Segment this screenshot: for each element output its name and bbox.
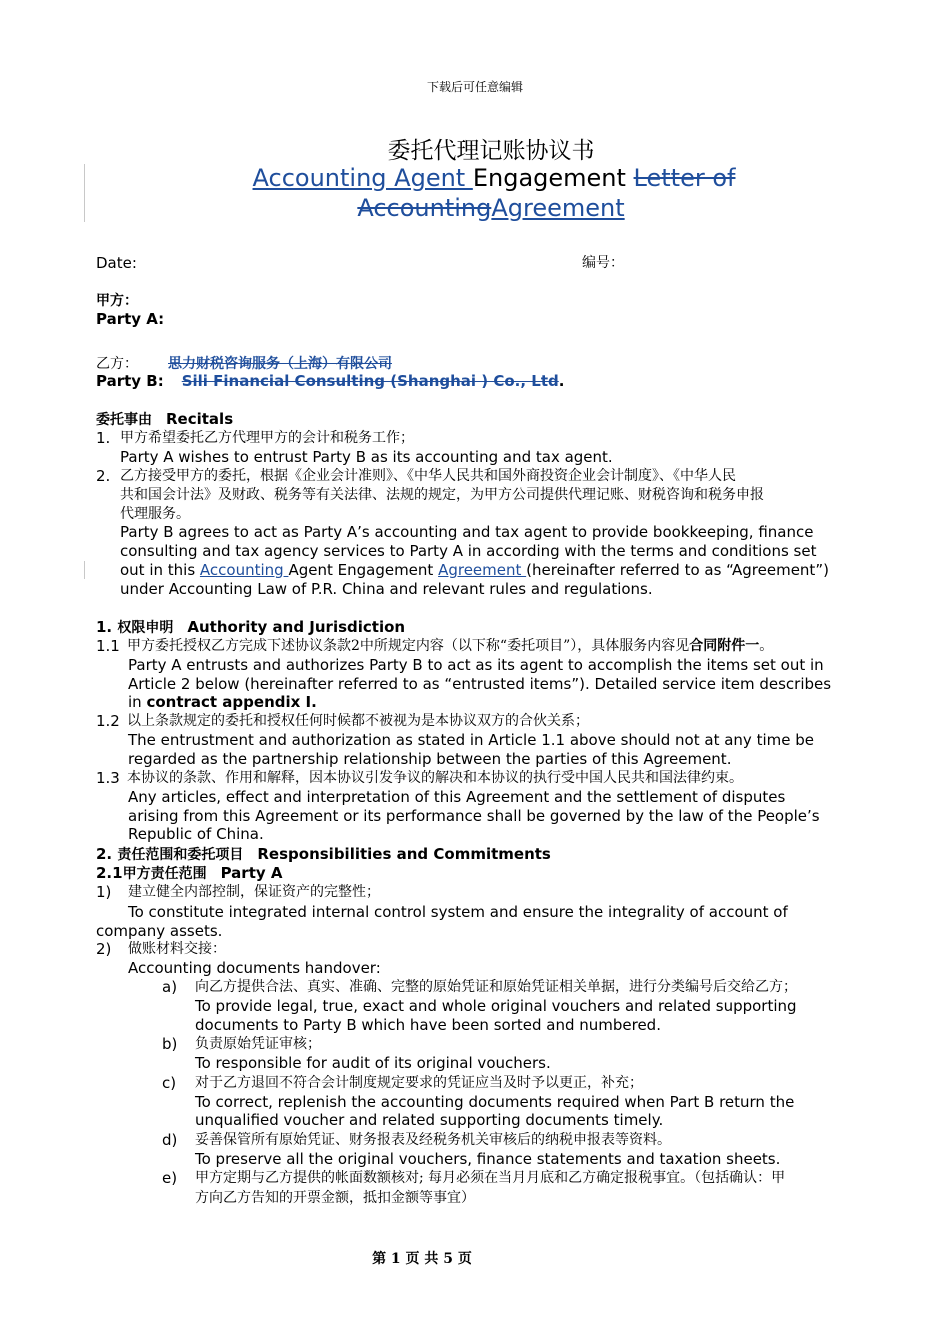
subitem-a-en-line: documents to Party B which have been sorted and numbered. — [195, 1016, 661, 1034]
subitem-a-en-line: To provide legal, true, exact and whole original vouchers and related supporting — [195, 997, 797, 1015]
page-footer: 第 1 页 共 5 页 — [372, 1251, 472, 1267]
party-a-en-label: Party A: — [96, 310, 165, 328]
title-inserted-text: Accounting Agent — [252, 164, 473, 192]
clause-number: 1.1 — [96, 637, 120, 655]
party-a-cn-label: 甲方： — [96, 293, 138, 309]
date-label: Date: — [96, 254, 137, 272]
clause-1-3-en-line: Republic of China. — [128, 825, 264, 843]
section-1-heading — [96, 618, 405, 638]
item-1-en-line: company assets. — [96, 922, 223, 940]
recitals-heading — [96, 410, 233, 430]
clause-text: 。 — [759, 638, 774, 654]
recital-2-cn-line: 代理服务。 — [120, 506, 190, 522]
clause-bold-text: contract appendix I. — [146, 693, 317, 711]
clause-1-1-cn — [127, 637, 773, 656]
header-note: 下载后可任意编辑 — [426, 80, 523, 94]
section-2-heading — [96, 845, 551, 865]
subsection-heading-cn: 甲方责任范围 — [122, 866, 207, 882]
clause-text: in — [128, 693, 147, 711]
subitem-letter: a) — [162, 978, 178, 996]
recitals-heading-en: Recitals — [166, 410, 234, 428]
section-heading-en: Authority and Jurisdiction — [187, 618, 406, 636]
recital-2-en-line — [120, 561, 829, 580]
item-2-cn: 做账材料交接： — [128, 941, 226, 957]
item-number: 2) — [96, 940, 112, 958]
subitem-b-cn: 负责原始凭证审核； — [195, 1036, 321, 1052]
recital-2-en-line: under Accounting Law of P.R. China and relevant rules and regulations. — [120, 580, 653, 598]
title-cn: 委托代理记账协议书 — [387, 138, 595, 164]
subsection-2-1-heading — [96, 864, 282, 884]
title-text: Engagement — [472, 164, 634, 192]
clause-1-1-en-line: Party A entrusts and authorizes Party B to act as its agent to accomplish the items set out in — [128, 656, 824, 674]
clause-number: 1.2 — [96, 712, 120, 730]
subsection-heading-en: Party A — [220, 864, 283, 882]
title-en-line2 — [0, 192, 950, 224]
clause-1-3-cn: 本协议的条款、作用和解释，因本协议引发争议的解决和本协议的执行受中国人民共和国法律约束。 — [127, 770, 743, 786]
clause-text: 甲方委托授权乙方完成下述协议条款2中所规定内容（以下称“委托项目”），具体服务内容见 — [127, 638, 690, 654]
subitem-a-cn: 向乙方提供合法、真实、准确、完整的原始凭证和原始凭证相关单据，进行分类编号后交给乙方； — [195, 979, 797, 995]
item-2-en: Accounting documents handover: — [128, 959, 381, 977]
clause-1-1-en-line — [128, 693, 317, 712]
item-1-cn: 建立健全内部控制，保证资产的完整性； — [128, 884, 380, 900]
party-b-cn-label: 乙方： — [96, 356, 138, 372]
inserted-text: Accounting — [199, 561, 289, 579]
section-number: 1. — [96, 618, 113, 636]
subitem-letter: e) — [162, 1169, 178, 1187]
revision-bar — [84, 561, 85, 579]
clause-bold-text: 合同附件一 — [689, 638, 760, 654]
subitem-e-cn-line: 方向乙方告知的开票金额，抵扣金额等事宜） — [195, 1190, 475, 1206]
title-deleted-text: Accounting — [357, 194, 492, 222]
title-deleted-text: Letter of — [633, 164, 736, 192]
clause-1-3-en-line: Any articles, effect and interpretation of this Agreement and the settlement of disputes — [128, 788, 786, 806]
subitem-letter: b) — [162, 1035, 178, 1053]
clause-1-3-en-line: arising from this Agreement or its performance shall be governed by the law of the People’s — [128, 807, 820, 825]
subitem-e-cn-line: 甲方定期与乙方提供的帐面数额核对; 每月必须在当月月底和乙方确定报税事宜。（包括确认：甲 — [195, 1170, 786, 1186]
title-inserted-text: Agreement — [491, 194, 625, 222]
subitem-c-en-line: unqualified voucher and related supporting documents timely. — [195, 1111, 664, 1129]
subitem-c-en-line: To correct, replenish the accounting documents required when Part B return the — [195, 1093, 795, 1111]
subitem-letter: d) — [162, 1131, 178, 1149]
recital-text: (hereinafter referred to as “Agreement”) — [526, 561, 829, 579]
party-b-en-line — [96, 372, 564, 391]
subitem-letter: c) — [162, 1074, 177, 1092]
inserted-text: Agreement — [438, 561, 527, 579]
item-number: 1) — [96, 883, 112, 901]
number-label: 编号： — [582, 255, 624, 271]
subitem-d-cn: 妥善保管所有原始凭证、财务报表及经税务机关审核后的纳税申报表等资料。 — [195, 1132, 671, 1148]
party-b-en-label: Party B: — [96, 372, 164, 390]
recital-2-cn-line: 共和国会计法》及财政、税务等有关法律、法规的规定，为甲方公司提供代理记账、财税咨询和税务申报 — [120, 487, 764, 503]
section-number: 2. — [96, 845, 113, 863]
recital-2-en-line: Party B agrees to act as Party A’s accounting and tax agent to provide bookkeeping, finance — [120, 523, 814, 541]
section-heading-en: Responsibilities and Commitments — [257, 845, 551, 863]
item-1-en-line: To constitute integrated internal control system and ensure the integrality of account of — [128, 903, 788, 921]
party-b-en-name: Sili Financial Consulting (Shanghai ) Co., Ltd — [181, 372, 559, 390]
recital-text: Agent Engagement — [288, 561, 439, 579]
section-heading-cn: 责任范围和委托项目 — [117, 847, 244, 863]
subsection-number: 2.1 — [96, 864, 123, 882]
recitals-heading-cn: 委托事由 — [96, 412, 152, 428]
clause-1-2-cn: 以上条款规定的委托和授权任何时候都不被视为是本协议双方的合伙关系； — [127, 713, 589, 729]
subitem-c-cn: 对于乙方退回不符合会计制度规定要求的凭证应当及时予以更正，补充； — [195, 1075, 643, 1091]
recital-2-en-line: consulting and tax agency services to Party A in according with the terms and conditions set — [120, 542, 817, 560]
recital-2-cn-line: 乙方接受甲方的委托，根据《企业会计准则》、《中华人民共和国外商投资企业会计制度》、《中华人民 — [120, 468, 736, 484]
party-b-cn-name: 思力财税咨询服务（上海）有限公司 — [168, 356, 392, 372]
recital-1-en: Party A wishes to entrust Party B as its accounting and tax agent. — [120, 448, 613, 466]
recital-text: out in this — [120, 561, 200, 579]
subitem-d-en: To preserve all the original vouchers, finance statements and taxation sheets. — [195, 1150, 781, 1168]
party-b-en-end: . — [558, 372, 565, 390]
recital-2-number: 2. — [96, 467, 111, 485]
recital-1-number: 1. — [96, 429, 111, 447]
recital-1-cn: 甲方希望委托乙方代理甲方的会计和税务工作； — [120, 430, 414, 446]
section-heading-cn: 权限申明 — [117, 620, 174, 636]
subitem-b-en: To responsible for audit of its original vouchers. — [195, 1054, 551, 1072]
clause-1-1-en-line: Article 2 below (hereinafter referred to as “entrusted items”). Detailed service item describes — [128, 675, 832, 693]
title-en-line1 — [0, 162, 950, 194]
clause-1-2-en-line: The entrustment and authorization as stated in Article 1.1 above should not at any time be — [128, 731, 814, 749]
clause-number: 1.3 — [96, 769, 120, 787]
clause-1-2-en-line: regarded as the partnership relationship between the parties of this Agreement. — [128, 750, 732, 768]
